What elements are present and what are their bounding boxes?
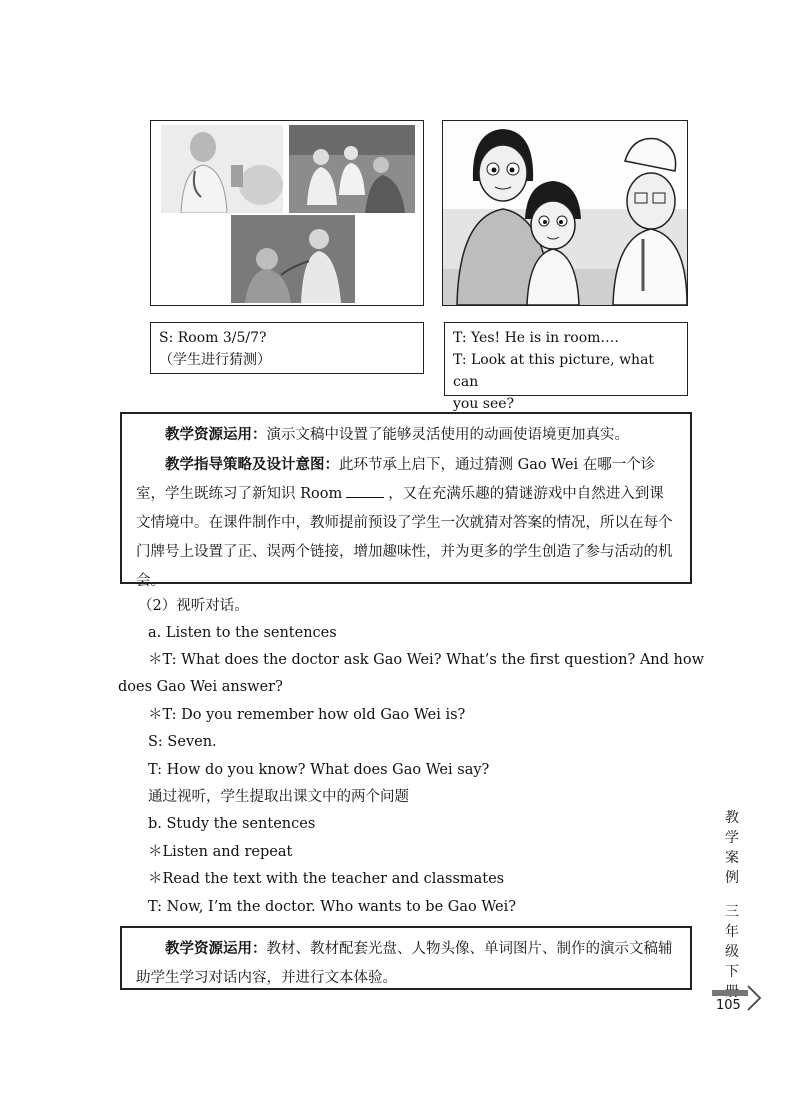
side-tab-char: 年	[725, 924, 739, 940]
photo-doctors-at-bedside	[289, 125, 415, 213]
body-line-doctor-question: ＊T: What does the doctor ask Gao Wei? What’s the first question? And how	[148, 652, 705, 668]
fill-in-blank	[346, 483, 384, 498]
body-line-extract-questions: 通过视听，学生提取出课文中的两个问题	[148, 789, 409, 805]
caption-right-line2: T: Look at this picture, what can	[453, 352, 655, 390]
note1-text-resources: 演示文稿中设置了能够灵活使用的动画使语境更加真实。	[266, 427, 629, 443]
section-heading-listen-dialogue: （2）视听对话。	[138, 598, 249, 614]
body-line-seven: S: Seven.	[148, 734, 217, 750]
page-number-marker	[712, 984, 768, 1020]
body-line-gao-wei-answer: does Gao Wei answer?	[118, 679, 283, 695]
note2-text: 教材、教材配套光盘、人物头像、单词图片、制作的演示文稿辅助学生学习对话内容，并进行文本体验。	[136, 941, 673, 986]
note2-label: 教学资源运用：	[165, 940, 267, 957]
side-tab-char: 下	[725, 964, 739, 980]
note1-paragraph-resources	[136, 420, 676, 450]
caption-left-line2: （学生进行猜测）	[159, 352, 271, 368]
side-tab-chapter	[712, 808, 752, 1002]
note2-paragraph	[136, 934, 676, 993]
cartoon-mother-boy-doctor-image	[443, 121, 687, 305]
body-line-listen-repeat: ＊Listen and repeat	[148, 844, 293, 860]
teaching-note-box-1	[120, 412, 692, 589]
side-tab-char: 教	[725, 810, 739, 826]
photo-doctor-examining-child	[231, 215, 355, 303]
caption-left-line1: S: Room 3/5/7?	[159, 330, 267, 346]
cartoon-illustration	[442, 120, 688, 306]
caption-right-line3: you see?	[453, 396, 515, 412]
side-tab-char: 案	[725, 850, 739, 866]
photo-doctor-with-stethoscope	[161, 125, 283, 213]
body-line-i-am-doctor: T: Now, I’m the doctor. Who wants to be Gao Wei?	[148, 899, 517, 915]
side-tab-char: 级	[725, 944, 739, 960]
teaching-note-box-2	[120, 926, 692, 990]
note1-text-strategy-b: ，又在充满乐趣的猜谜游戏中自然进入到课文情境中。在课件制作中，教师提前预设了学生一次就猜对答案的情况，所以在每个门牌号上设置了正、误两个链接，增加趣味性，并为更多的学生创造了参与活动的机会。	[136, 486, 673, 589]
side-tab-char: 例	[725, 870, 739, 886]
caption-right	[444, 322, 688, 412]
note1-text-strategy-a: 此环节承上启下，通过猜测 Gao Wei 在哪一个诊室，学生既练习了新知识 Room	[136, 457, 656, 502]
side-tab-char: 学	[725, 830, 739, 846]
body-line-remember-age: ＊T: Do you remember how old Gao Wei is?	[148, 707, 466, 723]
body-line-study-sentences: b. Study the sentences	[148, 816, 316, 832]
page-number: 105	[716, 998, 741, 1013]
note1-label-resources: 教学资源运用：	[165, 426, 267, 443]
photo-collage	[150, 120, 424, 306]
side-tab-char: 三	[725, 904, 739, 920]
caption-left	[150, 322, 424, 374]
caption-right-line1: T: Yes! He is in room….	[453, 330, 619, 346]
body-line-how-do-you-know: T: How do you know? What does Gao Wei say?	[148, 762, 490, 778]
body-line-listen-sentences: a. Listen to the sentences	[148, 625, 337, 641]
body-line-read-text: ＊Read the text with the teacher and classmates	[148, 871, 505, 887]
side-tab-spacer	[712, 888, 752, 902]
note1-paragraph-strategy	[136, 450, 676, 596]
note1-label-strategy: 教学指导策略及设计意图：	[165, 456, 339, 473]
